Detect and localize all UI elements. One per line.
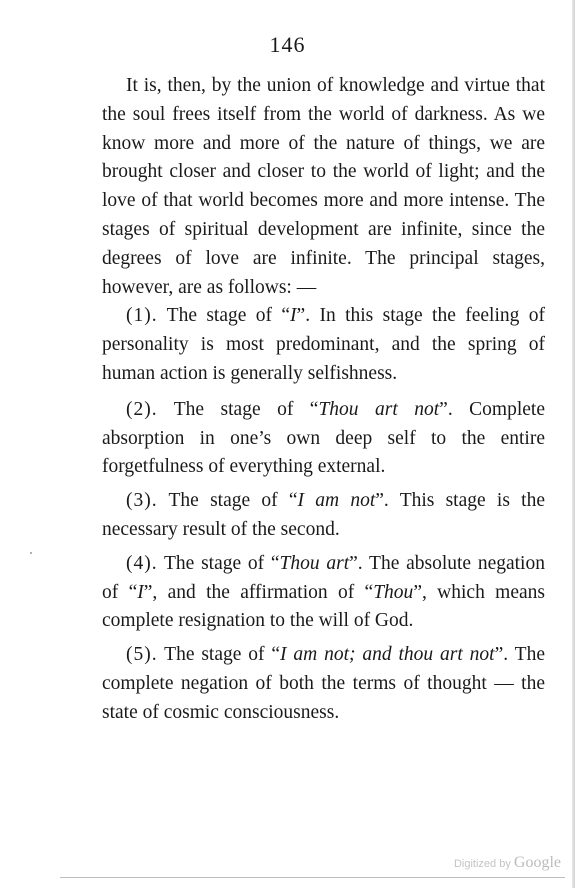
stage-description-name: I <box>137 581 144 603</box>
stray-ink-mark <box>30 552 32 554</box>
watermark-brand: Google <box>513 854 561 871</box>
stage-description: This stage is the necessary result of the second. <box>102 490 545 540</box>
stage-description-part: ”, and the affirmation of “ <box>143 581 374 603</box>
stage-5 <box>102 641 545 727</box>
stage-description: The complete negation of both the terms of thought — the state of cosmic consciousness. <box>102 644 545 723</box>
stage-description-name: Thou <box>373 581 414 603</box>
stage-name: I am not; and thou art not <box>280 644 495 666</box>
page-number: 146 <box>269 32 306 57</box>
stage-close: ”. <box>494 644 509 666</box>
stage-close: ”. <box>349 552 363 574</box>
stage-number: (1). <box>126 305 158 327</box>
stage-lead: The stage of “ <box>164 644 281 666</box>
stage-number: (3). <box>126 490 158 512</box>
stage-1 <box>102 302 545 388</box>
stage-number: (2). <box>126 398 158 420</box>
intro-paragraph: It is, then, by the union of knowledge and virtue that the soul frees itself from the world of darkness. As we know more and more of the nature of things, we are brought closer and closer to the world of light; and the love of that world becomes more and more intense. The stages of spiritual development are infinite, since the degrees of love are infinite. The principal stages, however, are as follows: — <box>102 75 545 298</box>
stage-name: I am not <box>297 490 376 512</box>
stage-lead: The stage of “ <box>164 552 280 574</box>
stage-close: ”. <box>439 398 453 420</box>
page-bottom-edge <box>60 877 565 878</box>
stage-number: (5). <box>126 644 158 666</box>
stage-description-part: The absolute negation of “ <box>102 552 545 603</box>
page-body <box>102 72 545 728</box>
stage-4 <box>102 550 545 636</box>
stage-number: (4). <box>126 552 158 574</box>
stage-description: In this stage the feeling of personality is most predominant, and the spring of human action is generally selfishness. <box>102 305 545 384</box>
watermark-prefix: Digitized by <box>453 858 511 870</box>
stage-description: Complete absorption in one’s own deep self to the entire forgetfulness of everything external. <box>102 398 545 478</box>
stage-close: ”. <box>296 305 311 327</box>
stage-name: I <box>290 305 297 327</box>
stage-name: Thou art not <box>318 398 440 420</box>
stage-3 <box>102 487 545 545</box>
stage-name: Thou art <box>279 552 350 574</box>
stage-lead: The stage of “ <box>166 305 291 327</box>
stage-close: ”. <box>375 490 389 512</box>
stage-description-part: ”, which means complete resignation to the will of God. <box>102 581 545 632</box>
digitization-watermark <box>454 854 561 872</box>
stage-lead: The stage of “ <box>168 490 298 512</box>
stage-lead: The stage of “ <box>173 398 319 420</box>
stage-2 <box>102 396 545 482</box>
